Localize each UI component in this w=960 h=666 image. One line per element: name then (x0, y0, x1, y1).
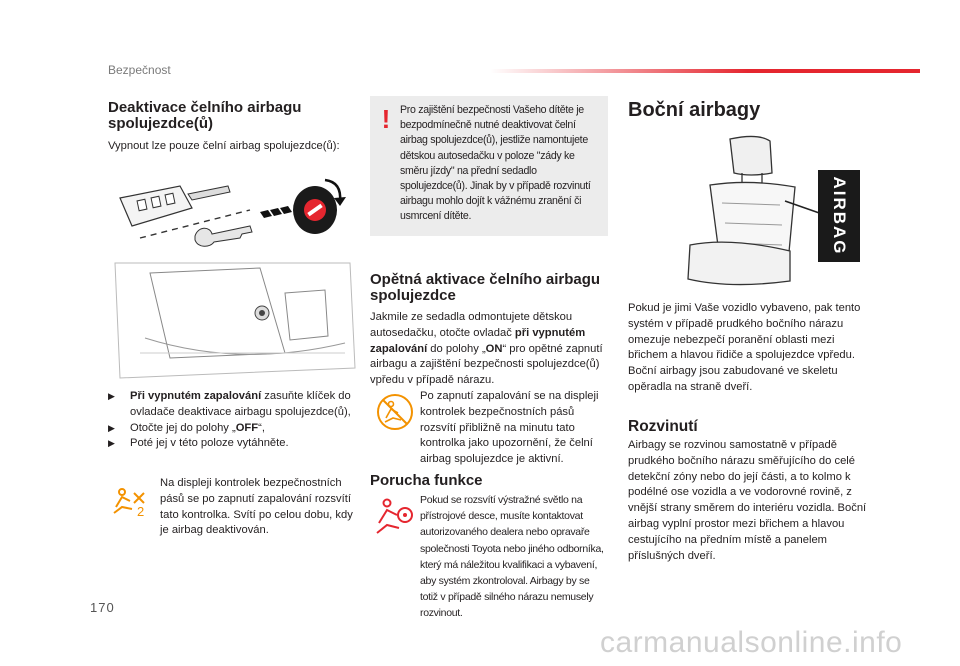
airbag-off-lamp-icon (112, 487, 148, 517)
deactivation-intro: Vypnout lze pouze čelní airbag spolujezdce(ů): (108, 140, 340, 152)
list-item (108, 421, 353, 437)
step-text: “, (258, 421, 265, 434)
child-seat-warning: Pro zajištění bezpečnosti Vašeho dítěte je bezpodmínečně nutné deaktivovat čelní airbag spolujezdce(ů), jestliže namontujete dětskou autosedačku v poloze "zády ke směru jízdy" na přední sedadlo spolujezdce(ů). Jinak by v případě rozvinutí airbagu mohlo dojít k vážnému zranění či usmrcení dítěte. (400, 104, 591, 223)
section-label: Bezpečnost (108, 63, 171, 77)
reactivation-part: Jakmile ze sedadla odmontujete dětskou autosedačku, otočte ovladač (370, 311, 573, 339)
page-number: 170 (90, 600, 115, 615)
deactivated-lamp-note: Na displeji kontrolek bezpečnostních pásů se po zapnutí zapalování rozsvítí tato kontrolka. Svítí po celou dobu, kdy je airbag deaktivován. (160, 477, 353, 537)
bullet-icon: ▶ (108, 391, 115, 401)
reactivation-bold: ON (485, 342, 503, 355)
step-text: Otočte jej do polohy „ (130, 421, 236, 434)
reactivation-text (370, 310, 605, 389)
step-bold: Při vypnutém zapalování (130, 390, 262, 402)
step-bold: OFF (235, 421, 259, 434)
watermark: carmanualsonline.info (600, 626, 903, 659)
side-airbags-desc: Pokud je jimi Vaše vozidlo vybaveno, pak tento systém v případě prudkého bočního nárazu omezuje nebezpečí poranění oblasti mezi břichem a hlavou řidiče a spolujezdce vpředu. Boční airbagy jsou zabudované ve skeletu opěradla na straně dveří. (628, 302, 861, 393)
warning-exclamation-icon: ! (381, 104, 391, 134)
heading-deactivation: Deaktivace čelního airbagu spolujezdce(ů) (108, 99, 302, 132)
airbag-label-block (818, 170, 860, 262)
airbag-on-lamp-icon (375, 392, 415, 432)
heading-reactivation: Opětná aktivace čelního airbagu spolujezdce (370, 271, 601, 304)
glovebox-illustration (110, 258, 360, 383)
bullet-icon: ▶ (108, 438, 115, 449)
header-rule (490, 69, 920, 73)
svg-text:2: 2 (137, 504, 145, 517)
active-lamp-note: Po zapnutí zapalování se na displeji kontrolek bezpečnostních pásů rozsvítí přibližně na minutu tato kontrolka jako upozornění, že čelní airbag spolujezdce je aktivní. (420, 390, 599, 466)
reactivation-part: do polohy „ (427, 342, 486, 355)
deployment-text: Airbagy se rozvinou samostatně v případě prudkého bočního nárazu směřujícího do celé detekční zóny nebo do její části, a to kolmo k podélné ose vozidla a ve vodorovné rovině, z vnější strany směrem do interiéru vozidla. Boční airbag vyplní prostor mezi břichem a hlavou cestujícího na předním místě a panelem příslušných dveří. (628, 439, 867, 562)
fault-text: Pokud se rozsvítí výstražné světlo na přístrojové desce, musíte kontaktovat autorizovaného dealera nebo opravaře společnosti Toyota nebo jiného odborníka, který má náležitou kvalifikaci a vybavení, aby systém zkontroloval. Airbagy by se totiž v případě silného nárazu nemusely rozvinout. (420, 494, 604, 620)
key-switch-illustration (110, 168, 360, 258)
heading-side-airbags: Boční airbagy (628, 99, 761, 121)
step-text: zasuňte klíček do ovladače deaktivace airbagu spolujezdce(ů), (130, 390, 351, 418)
deactivation-steps (108, 389, 353, 452)
list-item (108, 389, 353, 421)
step-text: Poté jej v této poloze vytáhněte. (130, 437, 289, 450)
heading-fault: Porucha funkce (370, 472, 483, 489)
reactivation-part: “ pro opětné zapnutí airbagu a zajištění bezpečnosti spolujezdce(ů) vpředu v případě nárazu. (370, 342, 603, 387)
bullet-icon: ▶ (108, 422, 115, 433)
reactivation-bold: při vypnutém zapalování (370, 326, 586, 355)
list-item (108, 436, 353, 452)
airbag-label: AIRBAG (830, 176, 849, 256)
airbag-fault-warning-icon (375, 497, 415, 539)
heading-deployment: Rozvinutí (628, 418, 698, 435)
